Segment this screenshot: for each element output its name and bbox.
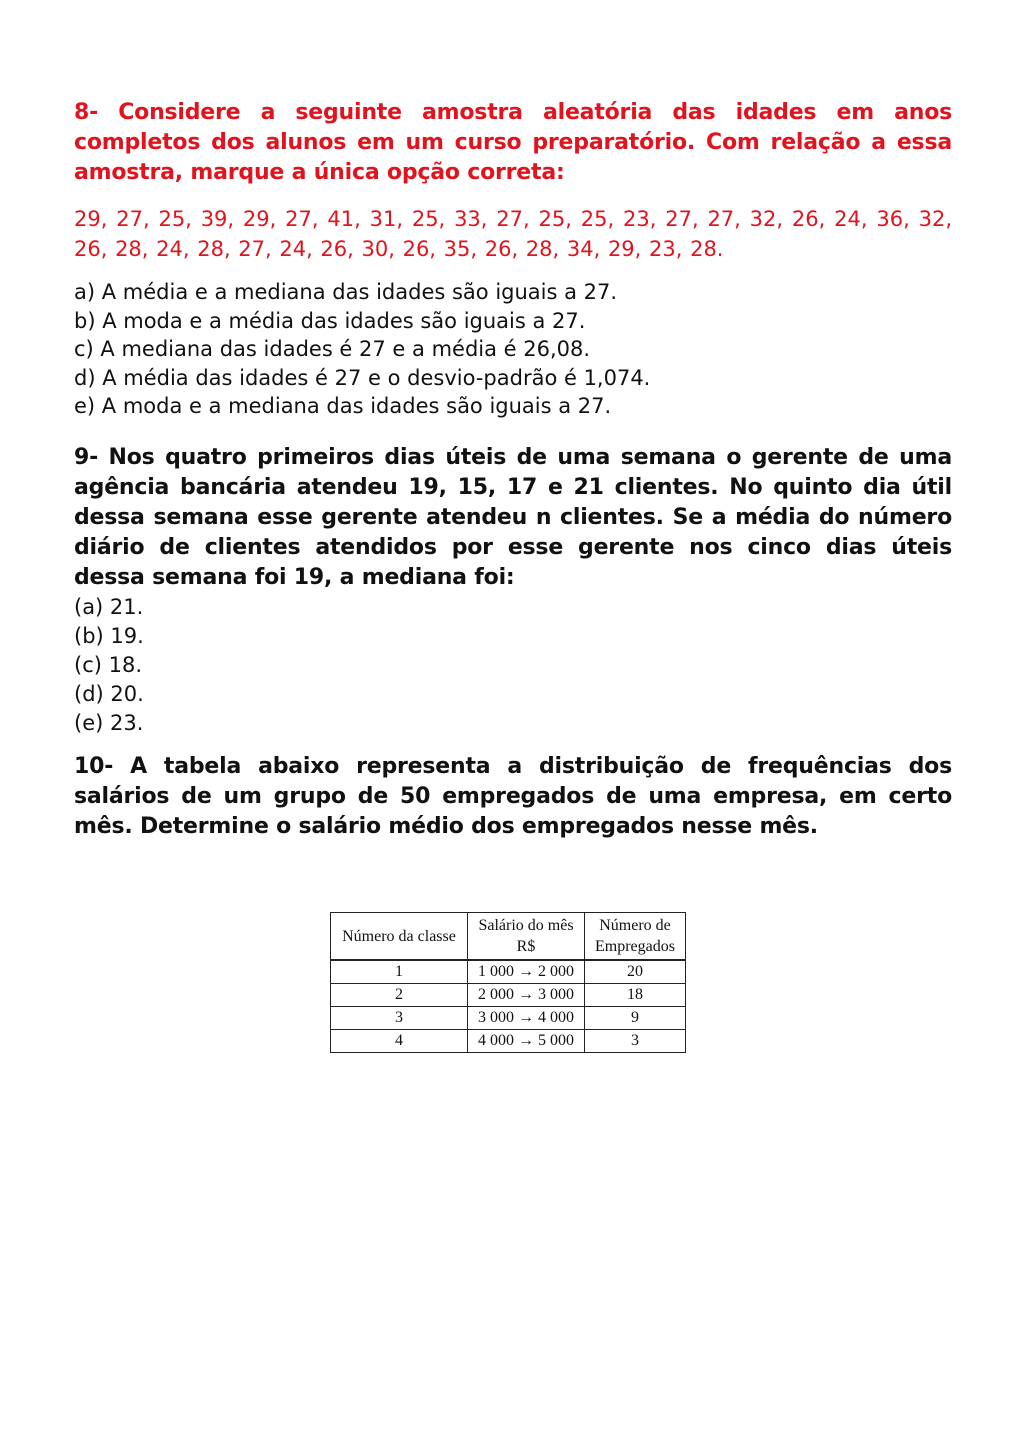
question-9-title: 9- Nos quatro primeiros dias úteis de uma semana o gerente de uma agência bancária atendeu 19, 15, 17 e 21 clientes. No quinto dia útil dessa semana esse gerente atendeu n clientes. Se a média do número diário de clientes atendidos por esse gerente nos cinco dias úteis dessa semana foi 19, a mediana foi: xyxy=(74,444,952,590)
cell-class: 1 xyxy=(331,960,468,984)
table-row xyxy=(331,1007,686,1030)
cell-class: 3 xyxy=(331,1007,468,1030)
table-row xyxy=(331,1030,686,1053)
question-8-title: 8- Considere a seguinte amostra aleatória das idades em anos completos dos alunos em um curso preparatório. Com relação a essa amostra, marque a única opção correta: xyxy=(74,100,952,185)
cell-salary: 2 000 → 3 000 xyxy=(468,984,585,1007)
option-c: (c) 18. xyxy=(74,652,143,677)
table-header-row xyxy=(331,913,686,961)
header-class-number: Número da classe xyxy=(331,913,468,961)
cell-employees: 18 xyxy=(585,984,686,1007)
frequency-table-wrapper xyxy=(330,912,686,1053)
frequency-table xyxy=(330,912,686,1053)
cell-salary: 4 000 → 5 000 xyxy=(468,1030,585,1053)
option-d: (d) 20. xyxy=(74,681,144,706)
cell-class: 2 xyxy=(331,984,468,1007)
table-row xyxy=(331,960,686,984)
option-c: c) A mediana das idades é 27 e a média é 26,08. xyxy=(74,337,591,362)
document-page xyxy=(74,98,952,842)
option-b: b) A moda e a média das idades são iguais a 27. xyxy=(74,308,586,333)
question-9-options xyxy=(74,593,952,738)
header-salary: Salário do mês R$ xyxy=(468,913,585,961)
option-a: (a) 21. xyxy=(74,594,144,619)
cell-class: 4 xyxy=(331,1030,468,1053)
option-e: (e) 23. xyxy=(74,710,144,735)
question-8-options xyxy=(74,278,952,421)
option-d: d) A média das idades é 27 e o desvio-padrão é 1,074. xyxy=(74,365,651,390)
question-10-title: 10- A tabela abaixo representa a distribuição de frequências dos salários de um grupo de 50 empregados de uma empresa, em certo mês. Determine o salário médio dos empregados nesse mês. xyxy=(74,753,952,839)
question-8-sample: 29, 27, 25, 39, 29, 27, 41, 31, 25, 33, 27, 25, 25, 23, 27, 27, 32, 26, 24, 36, 32, 26, 28, 24, 28, 27, 24, 26, 30, 26, 35, 26, 28, 34, 29, 23, 28. xyxy=(74,207,952,261)
cell-salary: 1 000 → 2 000 xyxy=(468,960,585,984)
table-row xyxy=(331,984,686,1007)
option-b: (b) 19. xyxy=(74,623,144,648)
option-a: a) A média e a mediana das idades são iguais a 27. xyxy=(74,280,618,304)
option-e: e) A moda e a mediana das idades são iguais a 27. xyxy=(74,394,612,419)
cell-employees: 9 xyxy=(585,1007,686,1030)
cell-salary: 3 000 → 4 000 xyxy=(468,1007,585,1030)
cell-employees: 20 xyxy=(585,960,686,984)
header-employees: Número de Empregados xyxy=(585,913,686,961)
cell-employees: 3 xyxy=(585,1030,686,1053)
